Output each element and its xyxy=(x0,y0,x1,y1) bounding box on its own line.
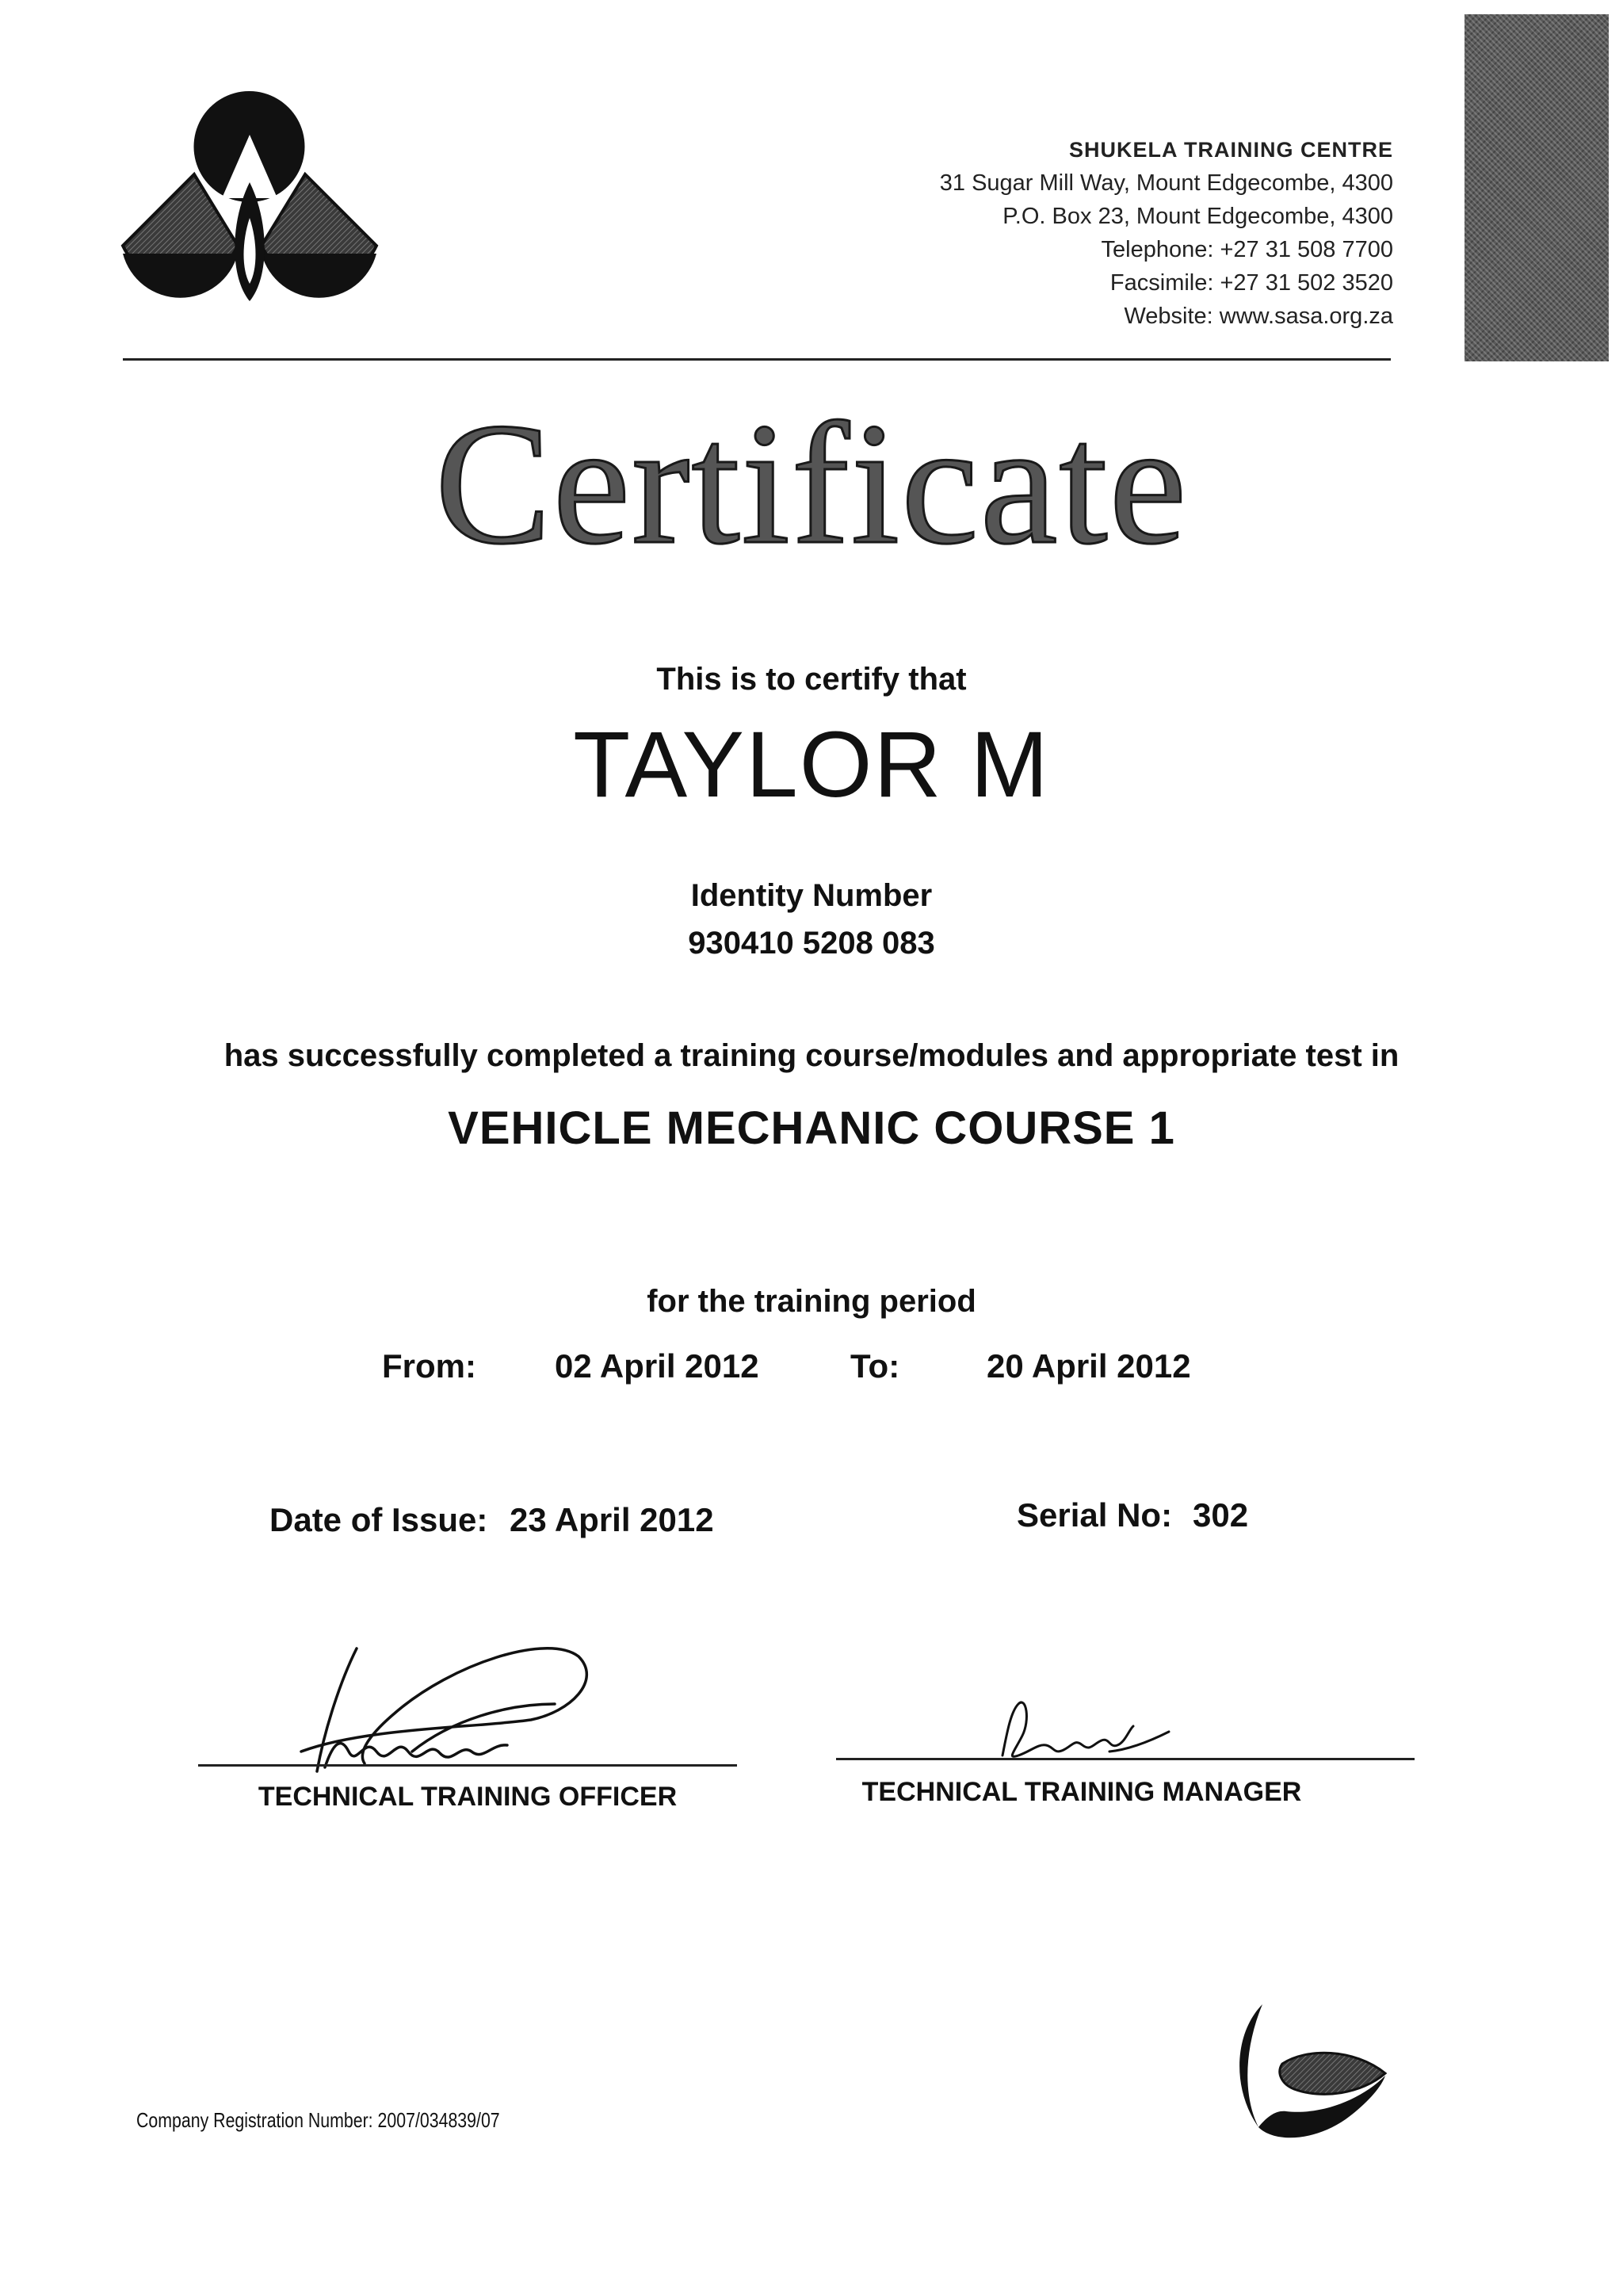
course-name: VEHICLE MECHANIC COURSE 1 xyxy=(448,1102,1175,1154)
completion-text: has successfully completed a training course/modules and appropriate test in xyxy=(223,1038,1400,1073)
header-divider xyxy=(123,358,1391,361)
shukela-logo-icon xyxy=(119,87,380,333)
address-line-1: 31 Sugar Mill Way, Mount Edgecombe, 4300 xyxy=(939,170,1393,196)
website: Website: www.sasa.org.za xyxy=(1124,304,1393,329)
facsimile: Facsimile: +27 31 502 3520 xyxy=(1109,270,1393,296)
issue-date-value: 23 April 2012 xyxy=(510,1501,714,1538)
serial-number-label: Serial No: xyxy=(1017,1496,1173,1534)
address-line-2: P.O. Box 23, Mount Edgecombe, 4300 xyxy=(1002,204,1393,229)
officer-signature-line xyxy=(198,1764,737,1767)
telephone: Telephone: +27 31 508 7700 xyxy=(1101,237,1393,262)
officer-signature-icon xyxy=(269,1633,602,1783)
company-registration-number: Company Registration Number: 2007/034839/07 xyxy=(136,2108,500,2132)
manager-title: TECHNICAL TRAINING MANAGER xyxy=(861,1777,1302,1807)
certify-text: This is to certify that xyxy=(656,662,967,697)
training-period-label: for the training period xyxy=(647,1284,976,1319)
serial-number-value: 302 xyxy=(1193,1496,1249,1534)
identity-number-label: Identity Number xyxy=(690,878,933,913)
scan-corner-block xyxy=(1465,14,1609,361)
officer-title: TECHNICAL TRAINING OFFICER xyxy=(258,1782,678,1812)
to-date: 20 April 2012 xyxy=(987,1347,1191,1385)
identity-number-value: 930410 5208 083 xyxy=(688,926,935,961)
manager-signature-icon xyxy=(991,1688,1173,1767)
to-label: To: xyxy=(850,1347,900,1385)
org-name: SHUKELA TRAINING CENTRE xyxy=(1068,138,1393,162)
sasa-leaf-logo-icon xyxy=(1227,2000,1393,2143)
issue-date-label: Date of Issue: xyxy=(269,1501,488,1538)
from-label: From: xyxy=(382,1347,476,1385)
manager-signature-line xyxy=(836,1758,1415,1760)
recipient-name: TAYLOR M xyxy=(573,712,1050,817)
certificate-title: Certificate xyxy=(434,387,1189,580)
org-address-block xyxy=(940,133,1393,333)
from-date: 02 April 2012 xyxy=(555,1347,759,1385)
